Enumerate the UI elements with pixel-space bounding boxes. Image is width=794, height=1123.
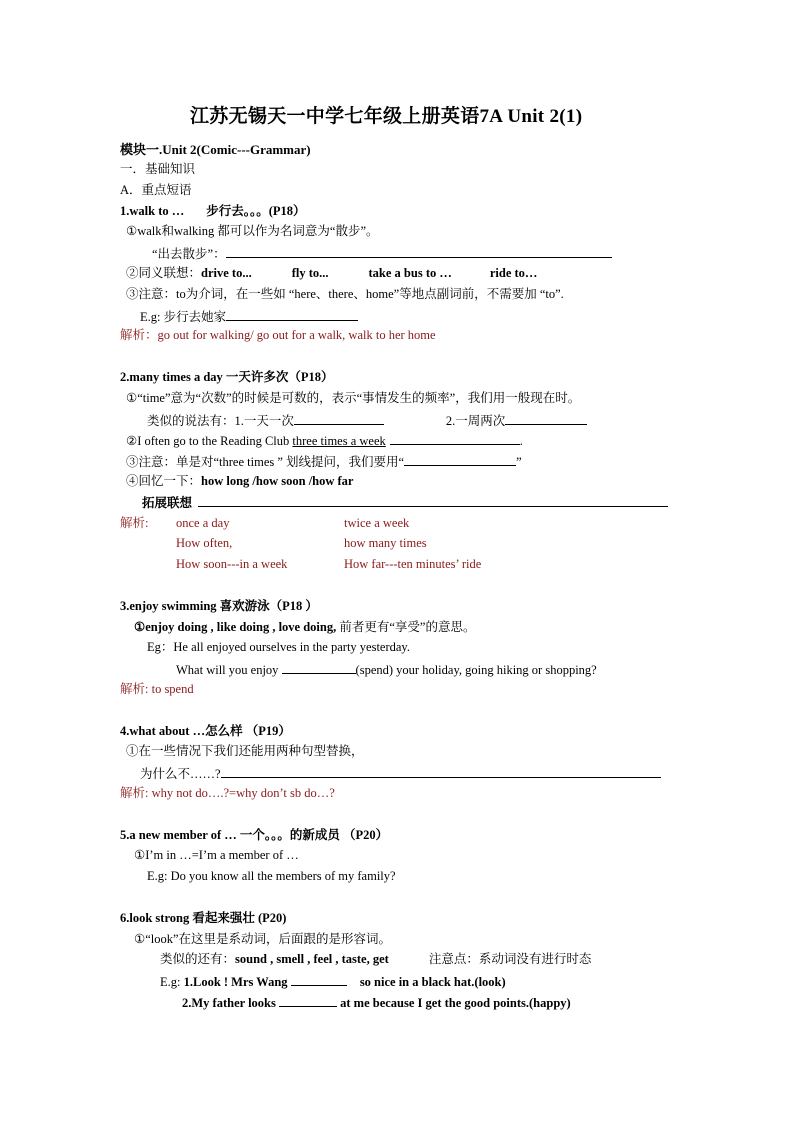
s6-similar-label: 类似的还有： [160,952,236,966]
s3-blank [282,661,356,674]
s2-answer-3a: How soon---in a week [176,557,288,571]
s4-answer: 解析: why not do….?=why don’t sb do…? [120,786,335,800]
s2-answer-1a: once a day [176,516,230,530]
s2-answer-2b: how many times [344,536,427,550]
section-heading: 一．基础知识 [120,162,196,176]
s4-prompt: 为什么不……? [140,767,221,781]
s1-synonym-4: ride to… [489,266,538,280]
s4-note-2 [140,765,661,782]
s6-attention: 注意点：系动词没有进行时态 [428,952,592,966]
s6-note-2 [160,952,591,967]
s6-blank-1 [291,973,347,986]
s2-extension [142,494,668,511]
s3-example-1: Eg：He all enjoyed ourselves in the party yesterday. [147,640,410,654]
s1-example-text: E.g: 步行去她家 [140,310,227,324]
s4-note-1: ①在一些情况下我们还能用两种句型替换， [126,744,364,758]
s1-example-blank [226,308,358,321]
s2-question-blank [404,453,516,466]
s4-blank [221,765,661,778]
s6-example-1 [160,973,506,990]
subsection-heading: A．重点短语 [120,183,192,197]
s5-example: E.g: Do you know all the members of my family? [147,869,396,883]
s2-extension-blank [198,494,668,507]
s1-meaning: 步行去。。。(P18） [206,204,306,218]
s2-answer-3b: How far---ten minutes’ ride [344,557,482,571]
s3-phrases: ①enjoy doing , like doing , love doing, [134,620,337,634]
s6-sentence-2a: 2.My father looks [182,996,279,1010]
s2-answer-1b: twice a week [344,516,410,530]
s1-answer: 解析：go out for walking/ go out for a walk, walk to her home [120,328,436,342]
s1-prompt: “出去散步”： [152,247,226,261]
s6-sentence-1b: so nice in a black hat.(look) [356,975,506,989]
s2-note-3 [126,432,523,449]
s2-sentence-blank [390,432,520,445]
s3-question-end: (spend) your holiday, going hiking or shopping? [355,663,597,677]
s2-example-a: 类似的说法有：1.一天一次 [147,414,294,428]
s3-meaning: 前者更有“享受”的意思。 [336,620,476,634]
s6-note-1: ①“look”在这里是系动词，后面跟的是形容词。 [134,932,392,946]
s6-heading: 6.look strong 看起来强壮 (P20) [120,911,287,925]
s3-heading: 3.enjoy swimming 喜欢游泳（P18 ） [120,599,318,613]
s1-heading [120,204,306,219]
s3-question-start: What will you enjoy [176,663,282,677]
s2-example-b: 2.一周两次 [445,414,506,428]
module-heading: 模块一.Unit 2(Comic---Grammar) [120,142,311,157]
s6-sentence-1a: 1.Look ! Mrs Wang [183,975,291,989]
s1-note-4: ③注意：to为介词，在一些如 “here、there、home”等地点副词前，不需要加 “to”. [126,287,564,301]
s2-recall-label: ④回忆一下： [126,474,202,488]
s2-quote-close: ” [516,455,522,469]
s1-note-2 [152,245,612,262]
s1-synonym-3: take a bus to … [368,266,452,280]
s1-label: ②同义联想： [126,266,202,280]
s2-sentence: ②I often go to the Reading Club [126,434,293,448]
s6-sentence-2b: at me because I get the good points.(happy) [337,996,571,1010]
s1-synonym-2: fly to... [291,266,329,280]
s1-synonym-1: drive to... [201,266,252,280]
s2-note-text: ③注意：单是对“three times ” 划线提问，我们要用“ [126,455,405,469]
s6-linking-verbs: sound , smell , feel , taste, get [235,952,389,966]
s2-answer-2a: How often, [176,536,233,550]
s2-underlined: three times a week [292,434,386,448]
s2-note-2 [147,412,587,429]
s1-example [140,308,358,325]
s2-answer-label: 解析: [120,516,149,530]
s6-example-2 [182,994,571,1011]
s2-note-5 [126,474,353,489]
s6-eg-label: E.g: [160,975,184,989]
s3-answer: 解析: to spend [120,682,194,696]
s2-note-4 [126,453,522,470]
s3-note-1 [134,620,475,635]
s2-note-1: ①“time”意为“次数”的时候是可数的，表示“事情发生的频率”，我们用一般现在时。 [126,391,581,405]
s1-note-1: ①walk和walking 都可以作为名词意为“散步”。 [126,224,379,238]
s2-blank-b [505,412,587,425]
page-title: 江苏无锡天一中学七年级上册英语7A Unit 2(1) [190,106,583,127]
s2-recall-words: how long /how soon /how far [201,474,354,488]
s6-blank-2 [279,994,337,1007]
s2-extension-label: 拓展联想 [142,496,193,510]
s3-example-2 [176,661,597,678]
s5-heading: 5.a new member of … 一个。。。的新成员 （P20） [120,828,389,842]
s4-heading: 4.what about …怎么样 （P19） [120,724,291,738]
s1-note-3 [126,266,537,281]
s1-phrase: 1.walk to … [120,204,185,218]
s1-answer-blank [226,245,612,258]
s2-heading: 2.many times a day 一天许多次（P18） [120,370,334,384]
s2-blank-a [294,412,384,425]
s5-note-1: ①I’m in …=I’m a member of … [134,848,299,862]
s2-period: . [519,434,523,448]
